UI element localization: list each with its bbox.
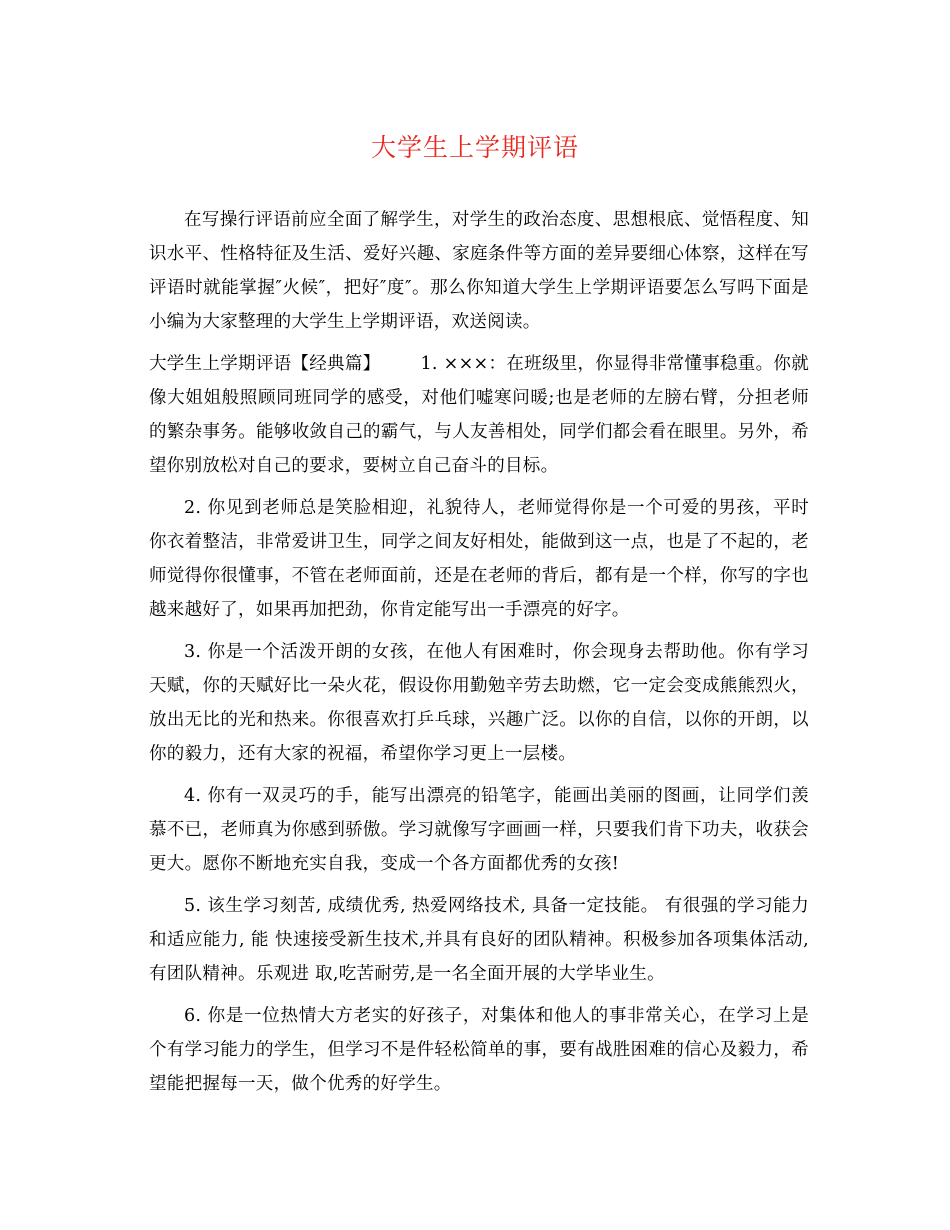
item-paragraph-4: 4. 你有一双灵巧的手，能写出漂亮的铅笔字，能画出美丽的图画，让同学们羡慕不已，老师真为你感到骄傲。学习就像写字画画一样，只要我们肯下功夫，收获会更大。愿你不断地充实自我，变成一个各方面都优秀的女孩! bbox=[149, 786, 809, 874]
document-body bbox=[149, 203, 809, 1109]
intro-paragraph: 在写操行评语前应全面了解学生，对学生的政治态度、思想根底、觉悟程度、知识水平、性格特征及生活、爱好兴趣、家庭条件等方面的差异要细心体察，这样在写评语时就能掌握″火候″，把好″度″。那么你知道大学生上学期评语要怎么写吗下面是小编为大家整理的大学生上学期评语，欢送阅读。 bbox=[149, 210, 809, 332]
section-heading: 大学生上学期评语【经典篇】 bbox=[149, 354, 381, 374]
document-title: 大学生上学期评语 bbox=[370, 133, 579, 162]
item-paragraph-5: 5. 该生学习刻苦, 成绩优秀, 热爱网络技术, 具备一定技能。 有很强的学习能力和适应能力, 能 快速接受新生技术,并具有良好的团队精神。积极参加各项集体活动,有团队精神。乐观进 取,吃苦耐劳,是一名全面开展的大学毕业生。 bbox=[149, 896, 809, 984]
item-paragraph-1 bbox=[149, 347, 809, 483]
item-paragraph-2: 2. 你见到老师总是笑脸相迎，礼貌待人，老师觉得你是一个可爱的男孩，平时你衣着整洁，非常爱讲卫生，同学之间友好相处，能做到这一点，也是了不起的，老师觉得你很懂事，不管在老师面前，还是在老师的背后，都有是一个样，你写的字也越来越好了，如果再加把劲，你肯定能写出一手漂亮的好字。 bbox=[149, 498, 809, 620]
item-paragraph-6: 6. 你是一位热情大方老实的好孩子，对集体和他人的事非常关心，在学习上是个有学习能力的学生，但学习不是件轻松简单的事，要有战胜困难的信心及毅力，希望能把握每一天，做个优秀的好学生。 bbox=[149, 1006, 809, 1094]
item-text-1: 1. ×××：在班级里，你显得非常懂事稳重。你就像大姐姐般照顾同班同学的感受，对他们嘘寒问暖;也是老师的左膀右臂，分担老师的繁杂事务。能够收敛自己的霸气，与人友善相处，同学们都会看在眼里。另外，希望你别放松对自己的要求，要树立自己奋斗的目标。 bbox=[149, 354, 809, 476]
item-paragraph-3: 3. 你是一个活泼开朗的女孩，在他人有困难时，你会现身去帮助他。你有学习天赋，你的天赋好比一朵火花，假设你用勤勉辛劳去助燃，它一定会变成熊熊烈火，放出无比的光和热来。你很喜欢打乒乓球，兴趣广泛。以你的自信，以你的开朗，以你的毅力，还有大家的祝福，希望你学习更上一层楼。 bbox=[149, 642, 809, 764]
